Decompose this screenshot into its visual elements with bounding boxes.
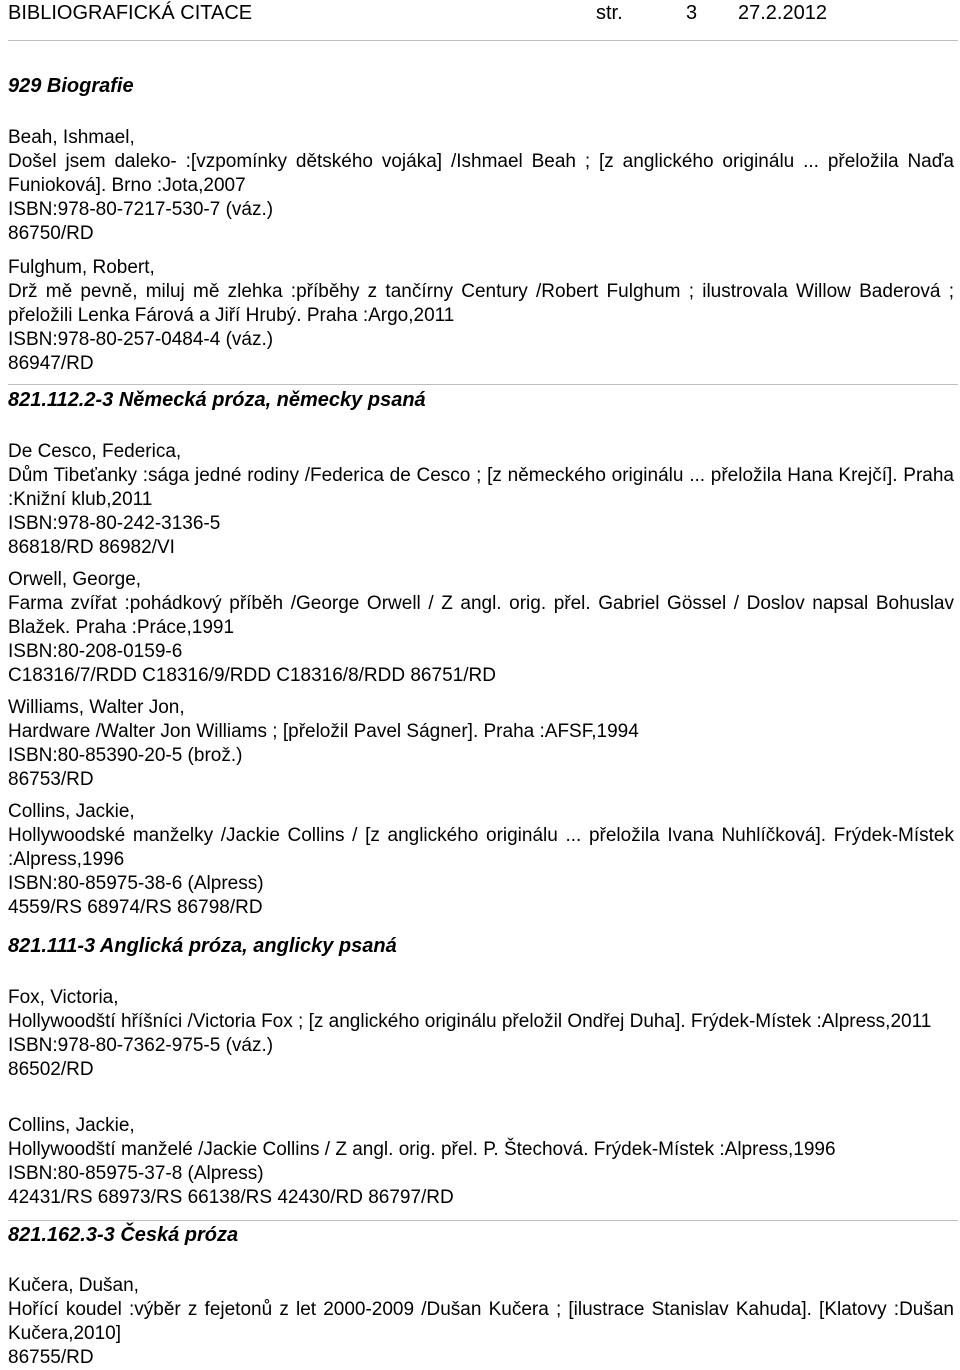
entry-author: Orwell, George, (8, 569, 142, 590)
entry-isbn: ISBN:978-80-257-0484-4 (váz.) (8, 329, 274, 350)
section-heading: 821.162.3-3 Česká próza (8, 1224, 239, 1246)
section-heading: 929 Biografie (8, 75, 134, 97)
entry-isbn: ISBN:80-85975-38-6 (Alpress) (8, 873, 264, 894)
entry-isbn: ISBN:80-85390-20-5 (brož.) (8, 745, 243, 766)
section-heading: 821.112.2-3 Německá próza, německy psaná (8, 389, 426, 411)
entry-isbn: ISBN:978-80-7362-975-5 (váz.) (8, 1035, 274, 1056)
section-divider (8, 384, 958, 385)
header-page-number: 3 (686, 2, 698, 24)
bibliographic-entry (8, 1274, 954, 1370)
entry-author: Fulghum, Robert, (8, 257, 155, 278)
entry-title: Hardware /Walter Jon Williams ; [přeložil Pavel Ságner]. Praha :AFSF,1994 (8, 721, 639, 742)
entry-title: Došel jsem daleko- :[vzpomínky dětského vojáka] /Ishmael Beah ; [z anglického originálu ... přeložila Naďa Funioková]. Brno :Jota,2007 (8, 151, 954, 196)
header-date: 27.2.2012 (738, 2, 827, 24)
entry-title: Hollywoodské manželky /Jackie Collins / [z anglického originálu ... přeložila Ivana Nuhlíčková]. Frýdek-Místek :Alpress,1996 (8, 825, 954, 870)
bibliographic-entry (8, 696, 954, 792)
entry-signature: 86753/RD (8, 769, 94, 790)
entry-signature: 86502/RD (8, 1059, 94, 1080)
entry-title: Hořící koudel :výběr z fejetonů z let 2000-2009 /Dušan Kučera ; [ilustrace Stanislav Kahuda]. [Klatovy :Dušan Kučera,2010] (8, 1299, 954, 1344)
entry-title: Hollywoodští hříšníci /Victoria Fox ; [z anglického originálu přeložil Ondřej Duha]. Frýdek-Místek :Alpress,2011 (8, 1011, 932, 1032)
entry-author: Beah, Ishmael, (8, 127, 135, 148)
header-divider (8, 40, 958, 41)
bibliographic-entry (8, 1114, 954, 1210)
entry-isbn: ISBN:80-208-0159-6 (8, 641, 183, 662)
bibliographic-entry (8, 440, 954, 560)
entry-isbn: ISBN:80-85975-37-8 (Alpress) (8, 1163, 264, 1184)
entry-title: Dům Tibeťanky :sága jedné rodiny /Federica de Cesco ; [z německého originálu ... přeložila Hana Krejčí]. Praha :Knižní klub,2011 (8, 465, 954, 510)
entry-author: Williams, Walter Jon, (8, 697, 185, 718)
section-heading: 821.111-3 Anglická próza, anglicky psaná (8, 935, 397, 957)
entry-isbn: ISBN:978-80-7217-530-7 (váz.) (8, 199, 274, 220)
bibliographic-entry (8, 986, 954, 1082)
section-divider (8, 1220, 958, 1221)
bibliographic-entry (8, 256, 954, 376)
entry-signature: 86750/RD (8, 223, 94, 244)
entry-author: De Cesco, Federica, (8, 441, 182, 462)
entry-signature: 4559/RS 68974/RS 86798/RD (8, 897, 263, 918)
entry-signature: 42431/RS 68973/RS 66138/RS 42430/RD 86797/RD (8, 1187, 454, 1208)
header-title: BIBLIOGRAFICKÁ CITACE (8, 2, 253, 24)
bibliographic-entry (8, 800, 954, 920)
bibliographic-entry (8, 126, 954, 246)
entry-author: Collins, Jackie, (8, 801, 135, 822)
entry-signature: 86947/RD (8, 353, 94, 374)
entry-isbn: ISBN:978-80-242-3136-5 (8, 513, 221, 534)
entry-title: Farma zvířat :pohádkový příběh /George Orwell / Z angl. orig. přel. Gabriel Gössel / Doslov napsal Bohuslav Blažek. Praha :Práce,1991 (8, 593, 954, 638)
entry-signature: C18316/7/RDD C18316/9/RDD C18316/8/RDD 86751/RD (8, 665, 496, 686)
entry-author: Collins, Jackie, (8, 1115, 135, 1136)
entry-signature: 86818/RD 86982/VI (8, 537, 175, 558)
entry-title: Hollywoodští manželé /Jackie Collins / Z angl. orig. přel. P. Štechová. Frýdek-Místek :Alpress,1996 (8, 1139, 836, 1160)
header-page-label: str. (596, 2, 623, 24)
entry-signature: 86755/RD (8, 1347, 94, 1368)
entry-title: Drž mě pevně, miluj mě zlehka :příběhy z tančírny Century /Robert Fulghum ; ilustrovala Willow Baderová ; přeložili Lenka Fárová a Jiří Hrubý. Praha :Argo,2011 (8, 281, 954, 326)
bibliographic-entry (8, 568, 954, 688)
entry-author: Fox, Victoria, (8, 987, 119, 1008)
entry-author: Kučera, Dušan, (8, 1275, 139, 1296)
